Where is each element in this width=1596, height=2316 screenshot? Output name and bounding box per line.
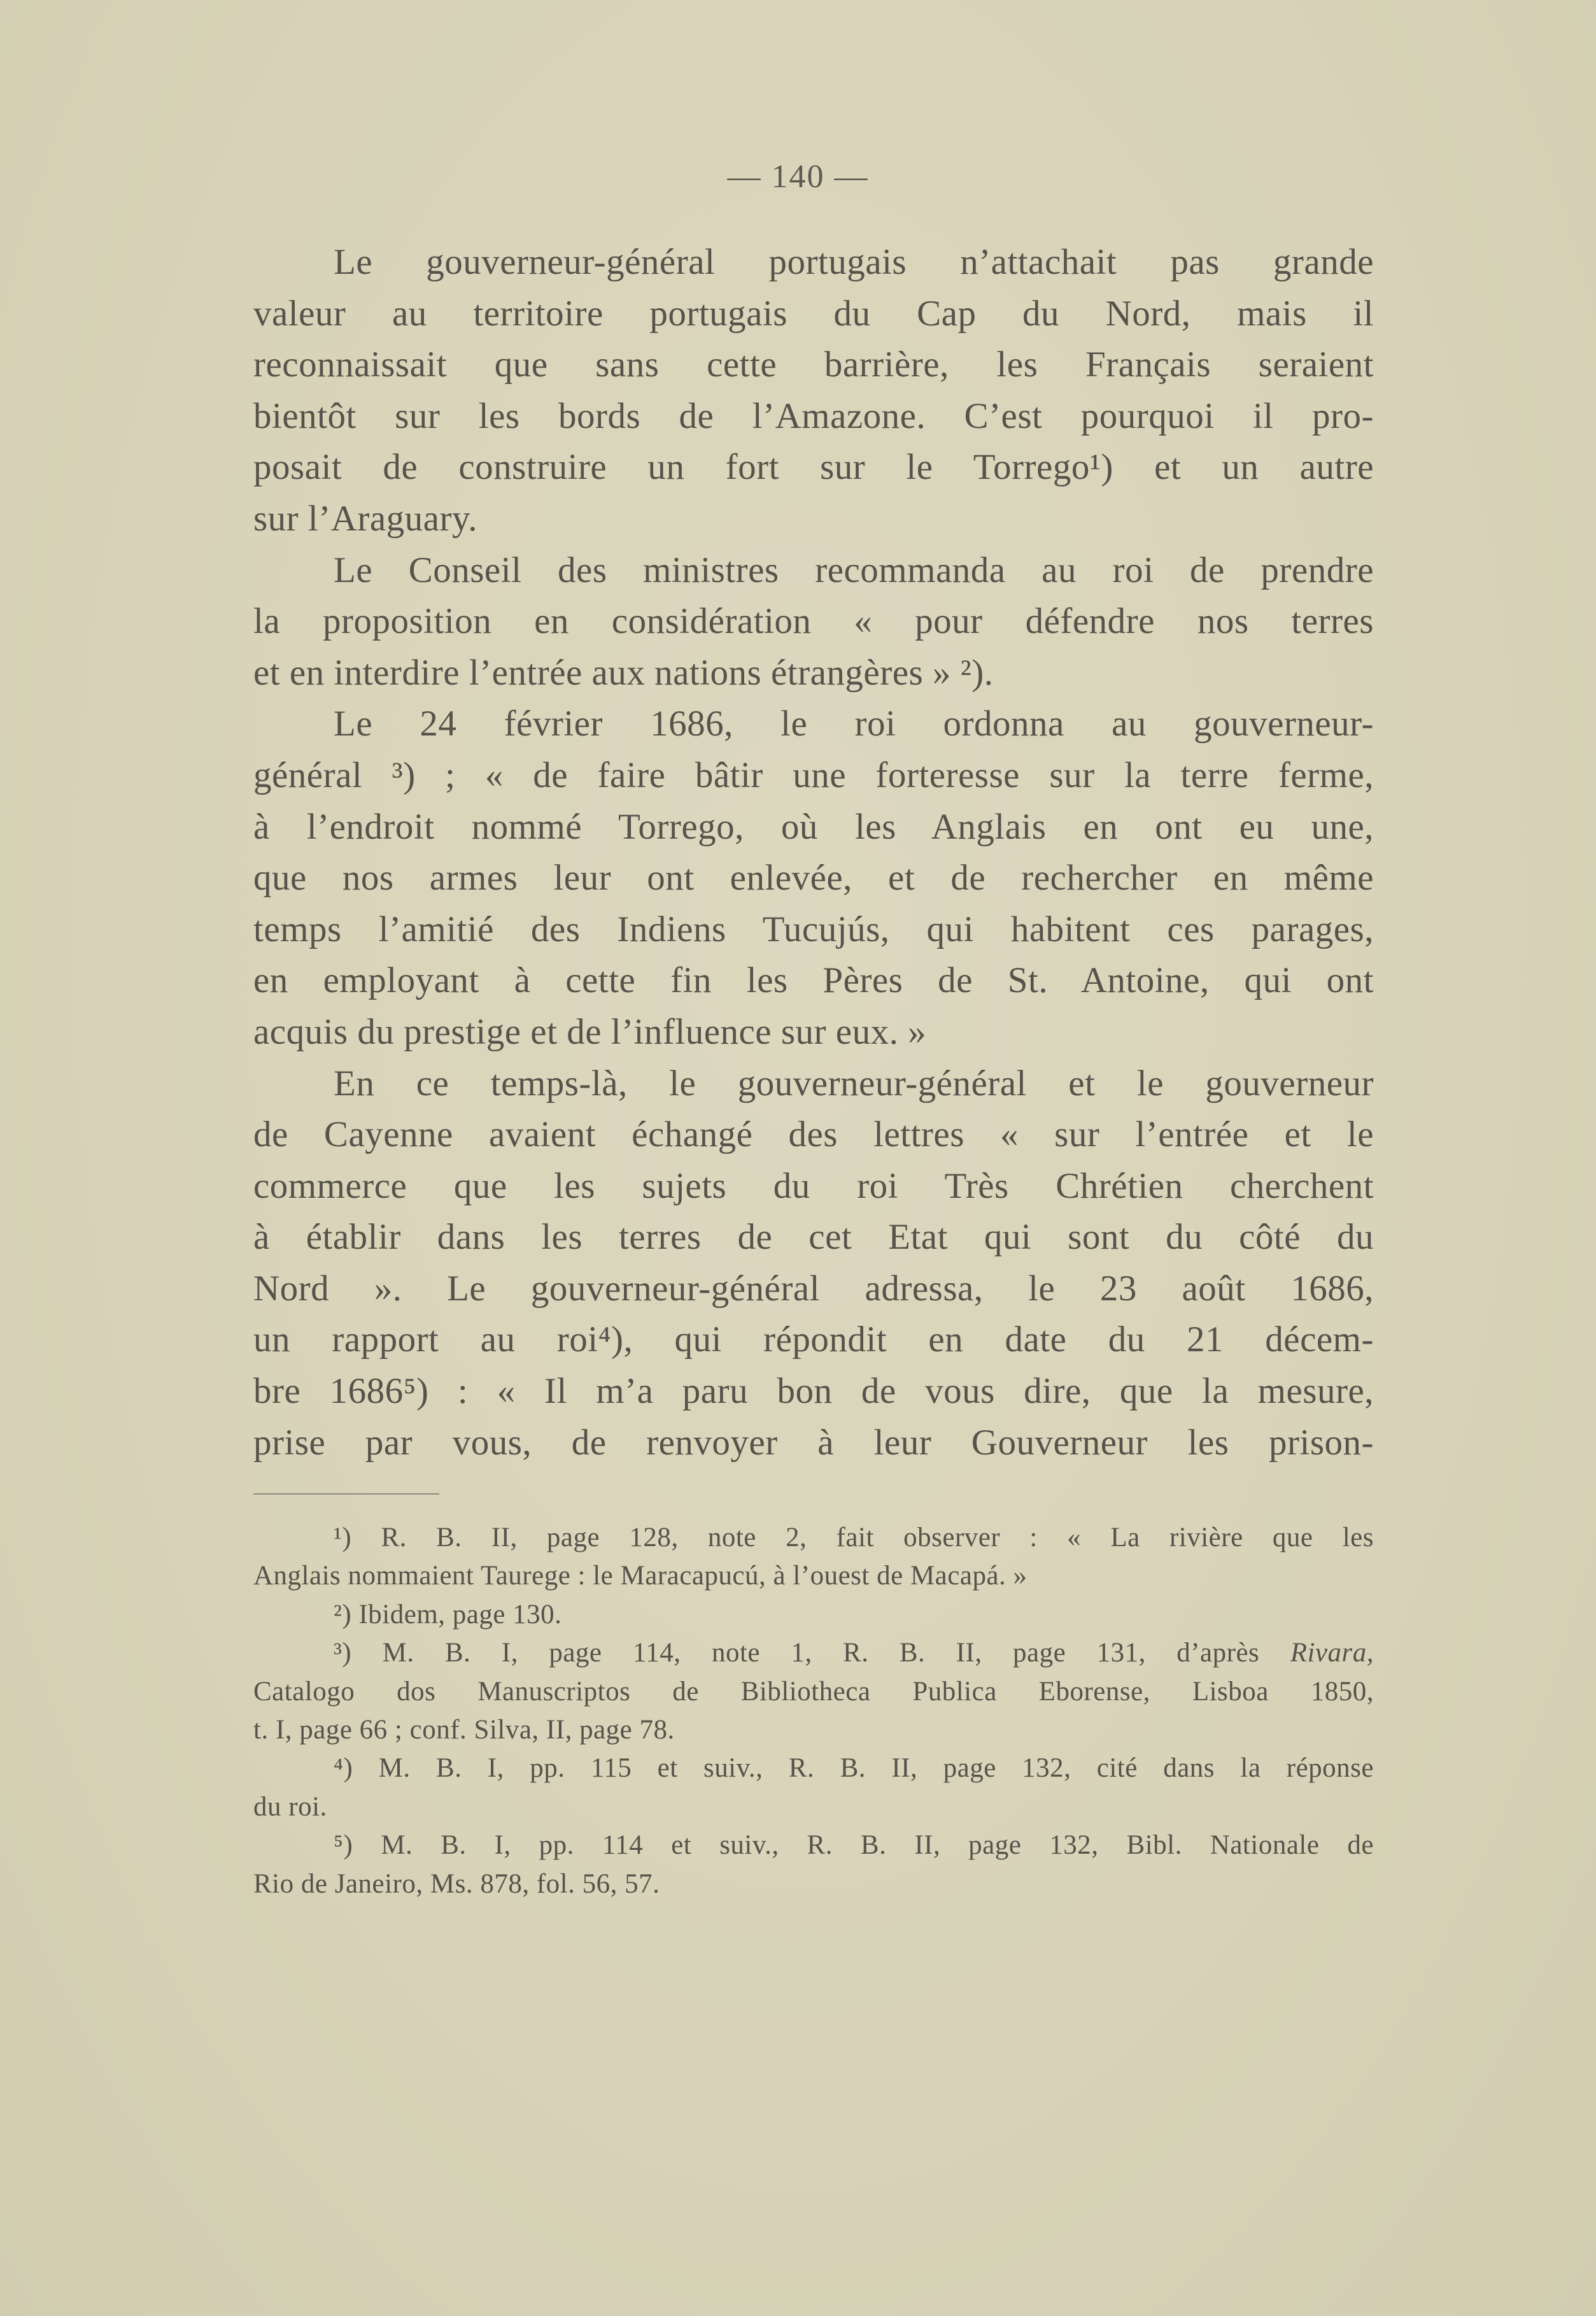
footnote-line: du roi. [253, 1791, 327, 1822]
footnote-line: ⁵) M. B. I, pp. 114 et suiv., R. B. II, page 132, Bibl. Nationale de [334, 1830, 1374, 1861]
text-line: commerce que les sujets du roi Très Chrétien cherchent [253, 1165, 1374, 1206]
footnote [253, 1519, 1374, 1596]
body-text [253, 237, 1374, 1468]
text-line: la proposition en considération « pour défendre nos terres [253, 601, 1374, 642]
text-line: prise par vous, de renvoyer à leur Gouverneur les prison- [253, 1422, 1374, 1463]
text-line: Nord ». Le gouverneur-général adressa, le 23 août 1686, [253, 1268, 1374, 1309]
footnote-line: t. I, page 66 ; conf. Silva, II, page 78. [253, 1714, 675, 1745]
footnote-separator [253, 1493, 439, 1495]
footnotes [253, 1519, 1374, 1903]
text-line: que nos armes leur ont enlevée, et de rechercher en même [253, 858, 1374, 899]
footnote-line [253, 1634, 1374, 1672]
text-line: bientôt sur les bords de l’Amazone. C’est pourquoi il pro- [253, 395, 1374, 436]
paragraph [253, 1058, 1374, 1469]
footnote-line: ⁴) M. B. I, pp. 115 et suiv., R. B. II, page 132, cité dans la réponse [334, 1753, 1374, 1784]
text-line: En ce temps-là, le gouverneur-général et le gouverneur [334, 1063, 1374, 1104]
text-line: de Cayenne avaient échangé des lettres « sur l’entrée et le [253, 1114, 1374, 1155]
text-line: acquis du prestige et de l’influence sur eux. » [253, 1011, 927, 1052]
footnote-text: ³) M. B. I, page 114, note 1, R. B. II, page 131, d’après [334, 1638, 1290, 1668]
text-line: reconnaissait que sans cette barrière, les Français seraient [253, 345, 1374, 385]
text-line: en employant à cette fin les Pères de St. Antoine, qui ont [253, 960, 1374, 1001]
page-number: — 140 — [727, 159, 869, 195]
footnote [253, 1826, 1374, 1903]
text-line: général ³) ; « de faire bâtir une forteresse sur la terre ferme, [253, 755, 1374, 795]
footnote-line: Catalogo dos Manuscriptos de Bibliotheca Publica Eborense, Lisboa 1850, [253, 1676, 1374, 1707]
text-line: à établir dans les terres de cet Etat qui sont du côté du [253, 1217, 1374, 1258]
text-line: Le Conseil des ministres recommanda au roi de prendre [334, 550, 1374, 590]
footnote-line: ¹) R. B. II, page 128, note 2, fait observer : « La rivière que les [334, 1523, 1374, 1552]
footnote [253, 1634, 1374, 1749]
text-line: temps l’amitié des Indiens Tucujús, qui habitent ces parages, [253, 909, 1374, 949]
text-line: Le gouverneur-général portugais n’attachait pas grande [334, 242, 1374, 282]
paragraph [253, 545, 1374, 699]
paragraph [253, 699, 1374, 1058]
text-line: posait de construire un fort sur le Torrego¹) et un autre [253, 447, 1374, 488]
text-line: un rapport au roi⁴), qui répondit en date du 21 décem- [253, 1319, 1374, 1360]
footnote-italic-author: Rivara, [1290, 1638, 1374, 1668]
paragraph [253, 237, 1374, 545]
text-line: valeur au territoire portugais du Cap du Nord, mais il [253, 293, 1374, 334]
footnote-line: ²) Ibidem, page 130. [334, 1599, 562, 1630]
text-line: à l’endroit nommé Torrego, où les Anglais en ont eu une, [253, 806, 1374, 847]
footnote [253, 1596, 1374, 1634]
text-line: bre 1686⁵) : « Il m’a paru bon de vous dire, que la mesure, [253, 1371, 1374, 1412]
footnote [253, 1749, 1374, 1826]
text-line: Le 24 février 1686, le roi ordonna au gouverneur- [334, 704, 1374, 744]
footnote-line: Rio de Janeiro, Ms. 878, fol. 56, 57. [253, 1868, 660, 1899]
text-line: et en interdire l’entrée aux nations étrangères » ²). [253, 652, 994, 693]
footnote-line: Anglais nommaient Taurege : le Maracapucú, à l’ouest de Macapá. » [253, 1561, 1028, 1591]
text-line: sur l’Araguary. [253, 498, 478, 539]
